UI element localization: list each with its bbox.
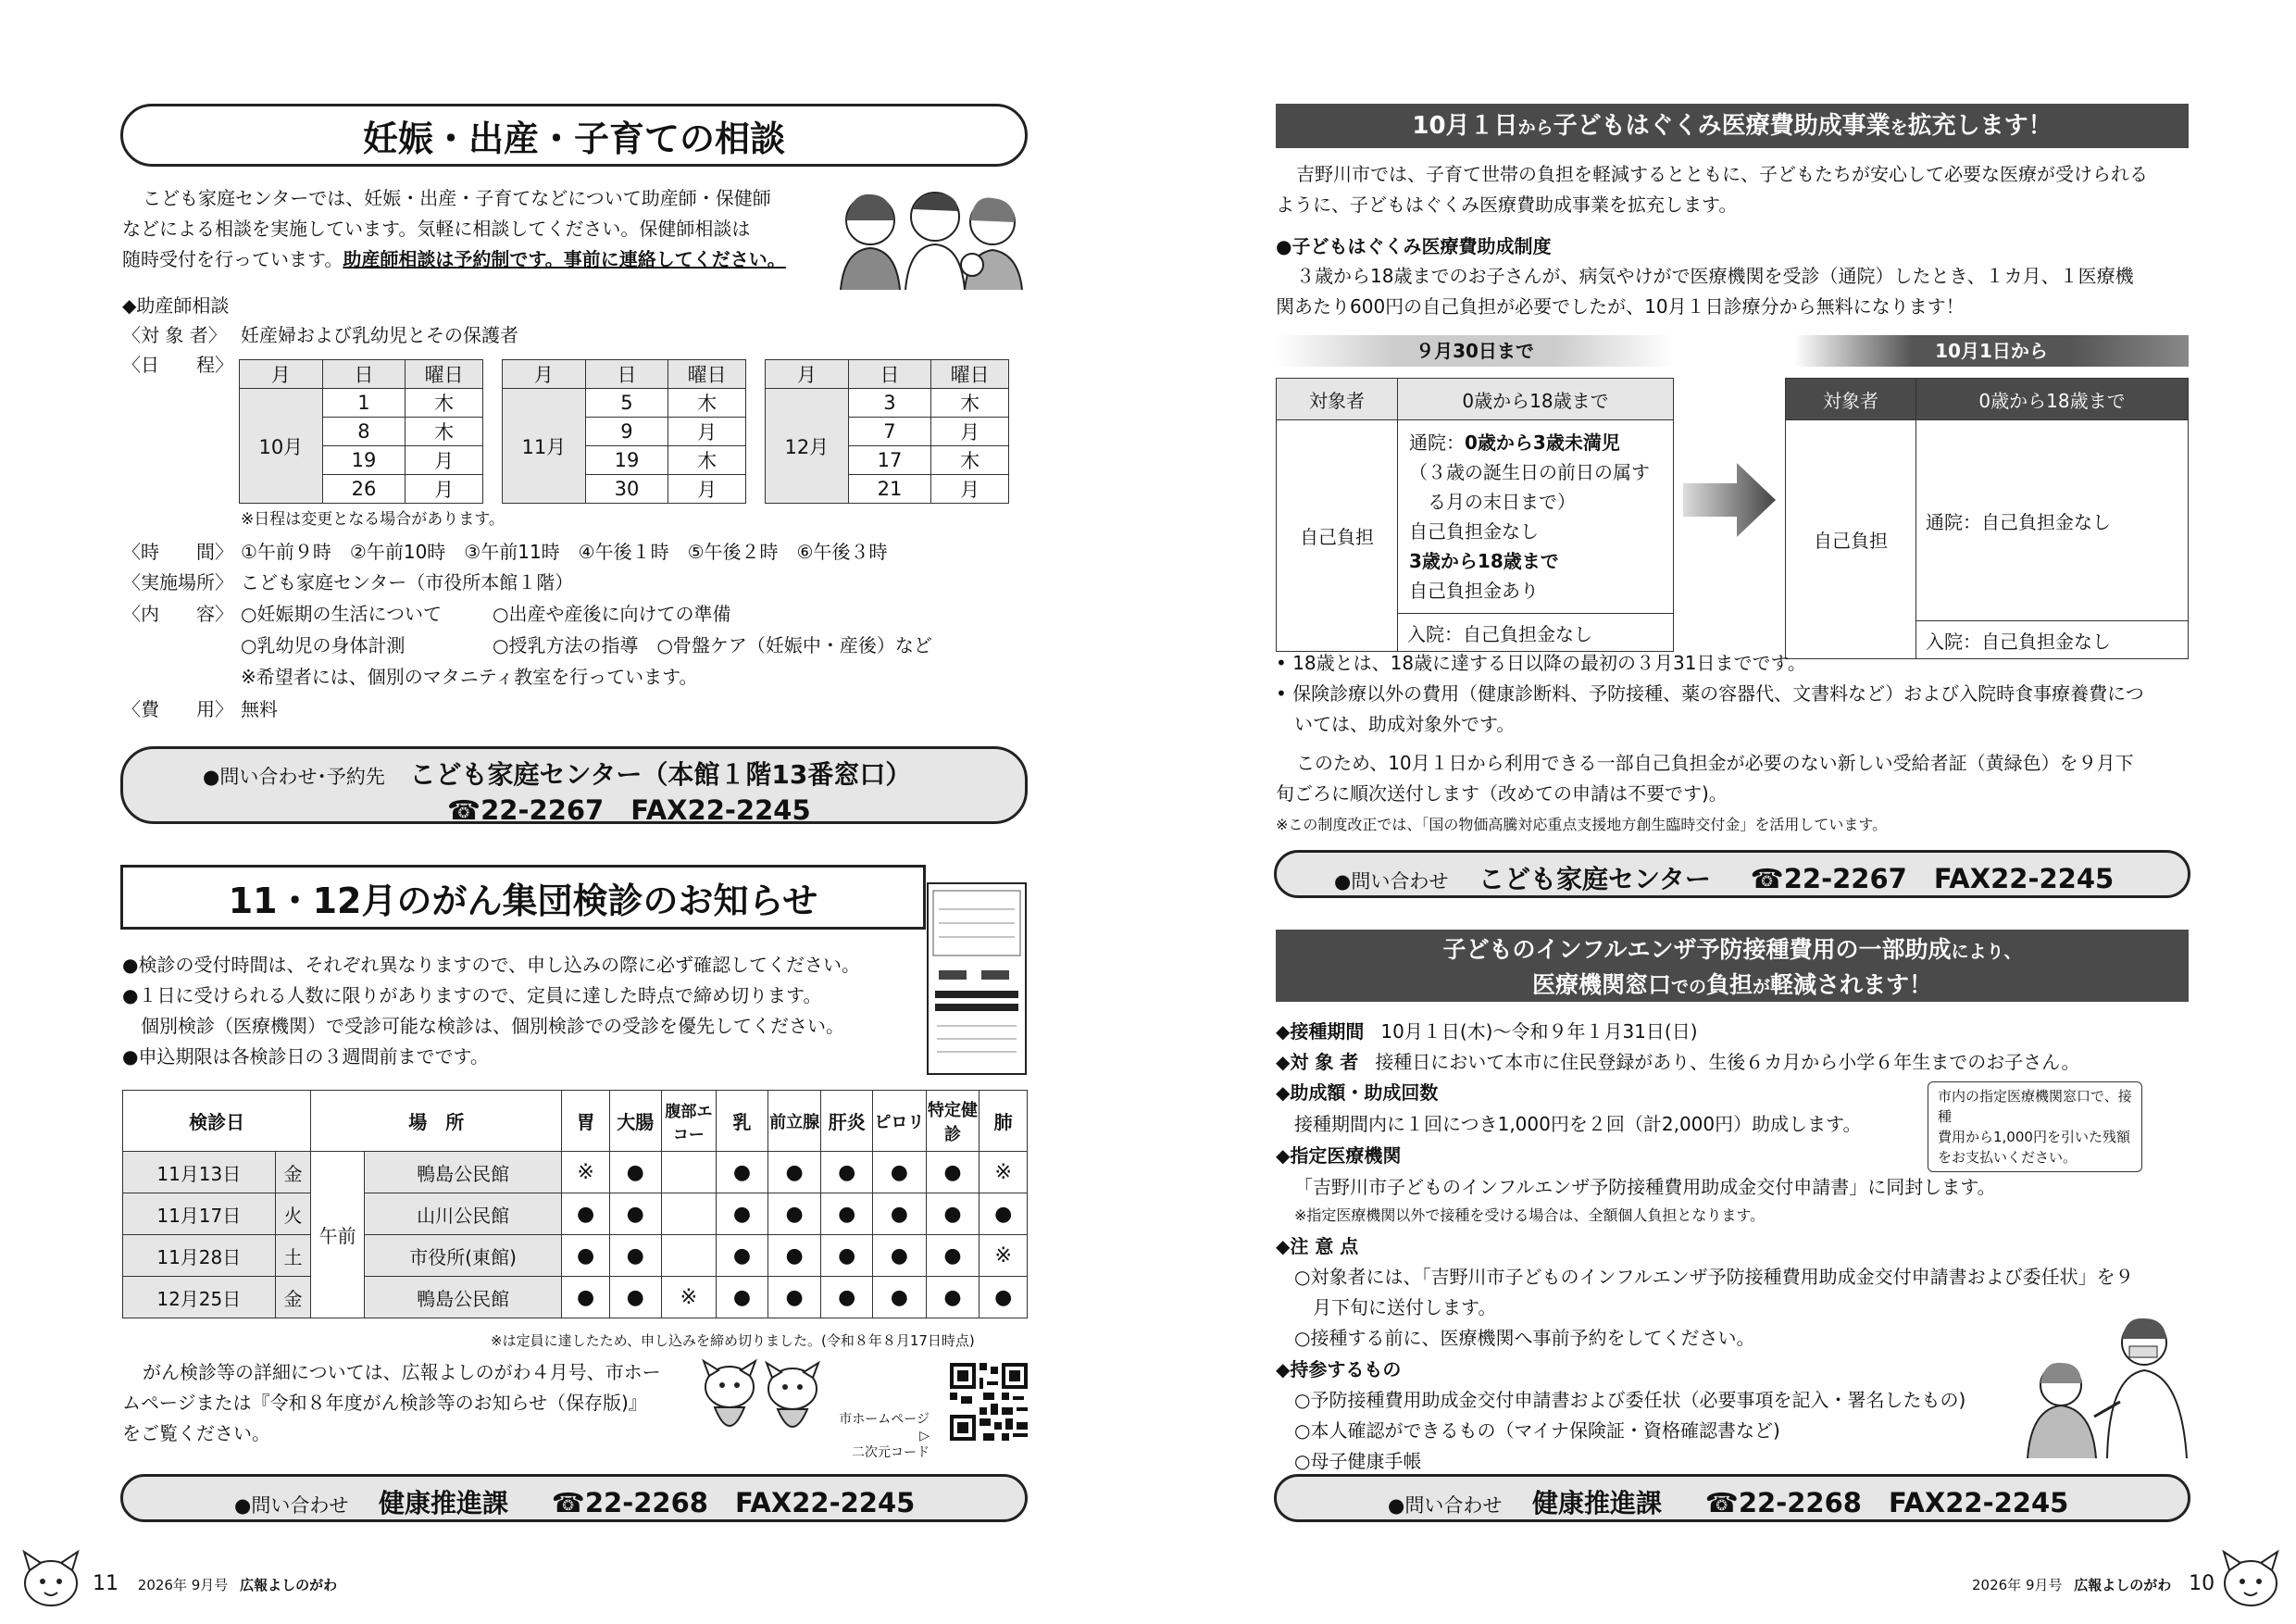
fee-row: 〈費 用〉 無料: [122, 698, 278, 720]
table-row: 11月17日 火 山川公民館 ● ● ● ● ● ● ● ●: [123, 1193, 1028, 1235]
family-illustration: [833, 183, 1028, 290]
flu-contact-tel: ☎22-2268 FAX22-2245: [1704, 1487, 2069, 1518]
medical-section: ●子どもはぐくみ医療費助成制度: [1276, 235, 1552, 257]
flu-contact-lead: ●問い合わせ: [1388, 1494, 1503, 1517]
flu-clinic: 「吉野川市子どものインフルエンザ予防接種費用助成金交付申請書」に同封します。: [1294, 1176, 1996, 1198]
schedule-table-1: 月 日 曜日 10月 1 木 8 木 19 月 26 月: [239, 359, 483, 504]
flu-bring-label: ◆持参するもの: [1276, 1358, 1402, 1380]
flu-target: ◆対 象 者 接種日において本市に住民登録があり、生後６カ月から小学６年生までのお子さん。: [1276, 1051, 2080, 1073]
medical-contact-box: [1274, 850, 2190, 898]
medical-title-bar: 10月１日から子どもはぐくみ医療費助成事業を拡充します！: [1276, 104, 2189, 148]
table-row: 11月13日 金 午前 鴨島公民館 ※ ● ● ● ● ● ● ※: [123, 1152, 1028, 1193]
flu-amount: 接種期間内に１回につき1,000円を２回（計2,000円）助成します。: [1294, 1113, 1862, 1135]
schedule-day: 19: [585, 446, 668, 475]
flu-clinic-label: ◆指定医療機関: [1276, 1144, 1402, 1167]
consult-contact-tel: ☎22-2267 FAX22-2245: [447, 794, 811, 826]
schedule-day: 7: [848, 418, 931, 446]
schedule-dow: 月: [668, 475, 746, 504]
schedule-day: 30: [585, 475, 668, 504]
cancer-contact-box: [120, 1474, 1028, 1522]
schedule-dow: 木: [668, 446, 746, 475]
vaccination-illustration: [2005, 1305, 2190, 1458]
table-row: 12月25日 金 鴨島公民館 ● ● ※ ● ● ● ● ● ●: [123, 1277, 1028, 1318]
medical-contact-tel: ☎22-2267 FAX22-2245: [1750, 863, 2115, 894]
qr-code[interactable]: [950, 1363, 1028, 1441]
cancer-title-box: [120, 865, 926, 930]
flu-contact-name: 健康推進課: [1532, 1488, 1663, 1518]
consult-contact-box: [120, 746, 1028, 824]
schedule-day: 5: [585, 389, 668, 418]
leaflet-illustration: [926, 881, 1028, 1076]
schedule-day: 21: [848, 475, 931, 504]
schedule-day: 9: [585, 418, 668, 446]
before-table: 対象者 0歳から18歳まで 自己負担 通院：0歳から3歳未満児 （３歳の誕生日の前日の属す る月の末日まで） 自己負担金なし 3歳から18歳まで 自己負担金あり 入院：自己負担金なし: [1276, 378, 1674, 652]
content-note: ※希望者には、個別のマタニティ教室を行っています。: [241, 666, 698, 688]
schedule-table-2: 月 日 曜日 11月 5 木 9 月 19 木 30 月: [502, 359, 746, 504]
schedule-day: 17: [848, 446, 931, 475]
schedule-day: 26: [322, 475, 406, 504]
before-label: ９月30日まで: [1276, 335, 1674, 367]
cancer-title: 11・12月のがん集団検診のお知らせ: [228, 880, 818, 921]
schedule-dow: 月: [668, 418, 746, 446]
schedule-month: 11月: [503, 389, 586, 504]
table-row: 11月28日 土 市役所(東館) ● ● ● ● ● ● ● ※: [123, 1235, 1028, 1277]
schedule-month: 10月: [240, 389, 323, 504]
schedule-dow: 木: [668, 389, 746, 418]
flu-clinic-note: ※指定医療機関以外で接種を受ける場合は、全額個人負担となります。: [1294, 1206, 1766, 1224]
cancer-contact-tel: ☎22-2268 FAX22-2245: [551, 1487, 916, 1518]
medical-intro: 吉野川市では、子育て世帯の負担を軽減するとともに、子どもたちが安心して必要な医療が受けられる ように、子どもはぐくみ医療費助成事業を拡充します。: [1276, 163, 2148, 216]
medical-closing: このため、10月１日から利用できる一部自己負担金が必要のない新しい受給者証（黄緑色）を９月下 旬ごろに順次送付します（改めての申請は不要です)。: [1276, 752, 2134, 805]
schedule-dow: 木: [931, 446, 1009, 475]
schedule-day: 8: [322, 418, 406, 446]
cancer-contact-name: 健康推進課: [379, 1488, 509, 1518]
after-label: 10月1日から: [1794, 335, 2189, 367]
footer-mascot-left: [19, 1548, 83, 1607]
medical-closing-note: ※この制度改正では、「国の物価高騰対応重点支援地方創生臨時交付金」を活用しています。: [1276, 816, 1888, 833]
schedule-table-3: 月 日 曜日 12月 3 木 7 月 17 木 21 月: [765, 359, 1009, 504]
schedule-month: 12月: [766, 389, 849, 504]
after-table: 対象者 0歳から18歳まで 自己負担 通院：自己負担金なし 入院：自己負担金なし: [1785, 378, 2189, 659]
flu-caution-label: ◆注 意 点: [1276, 1235, 1359, 1257]
midwife-section: ◆助産師相談: [122, 294, 230, 317]
flu-caution: ○対象者には、「吉野川市子どものインフルエンザ予防接種費用助成金交付申請書および委任状」を９ 月下旬に送付します。 ○接種する前に、医療機関へ事前予約をしてください。: [1294, 1266, 2134, 1349]
cancer-bullets: ●検診の受付時間は、それぞれ異なりますので、申し込みの際に必ず確認してください。 ●１日に受けられる人数に限りがありますので、定員に達した時点で締め切ります。 個別検診（医療機関）で受診可能な検診は、個別検診での受診を優先してください。 ●申込期限は各検診日の３週間前までです。: [122, 954, 861, 1068]
flu-amount-note: 市内の指定医療機関窓口で、接種 費用から1,000円を引いた残額 をお支払いください。: [1928, 1081, 2142, 1172]
cancer-details: がん検診等の詳細については、広報よしのがわ４月号、市ホー ムページまたは『令和８年度がん検診等のお知らせ（保存版)』 をご覧ください。: [122, 1361, 661, 1444]
cancer-contact-lead: ●問い合わせ: [234, 1494, 349, 1517]
intro-bold-note: 助産師相談は予約制です。事前に連絡してください。: [343, 248, 786, 270]
arrow-icon: [1683, 463, 1776, 537]
schedule-note: ※日程は変更となる場合があります。: [241, 510, 505, 529]
qr-label: 市ホームページ▷ 二次元コード: [839, 1412, 930, 1460]
cancer-table-note: ※は定員に達したため、申し込みを締め切りました。(令和８年８月17日時点): [491, 1332, 975, 1349]
schedule-dow: 月: [931, 418, 1009, 446]
target-row: 〈対 象 者〉 妊産婦および乳幼児とその保護者: [122, 324, 518, 346]
schedule-dow: 木: [406, 389, 483, 418]
content-row: 〈内 容〉 ○妊娠期の生活について ○出産や産後に向けての準備: [122, 603, 731, 625]
cancer-schedule-table: 検診日 場 所 胃 大腸 腹部エコー 乳 前立腺 肝炎 ピロリ 特定健診 肺 11月13日 金 午前 鴨島公民館 ※ ● ● ● ● ● ● ※ 11月17日 火 山川公民館 ● ● ● ● ● ● ● ● 11月28日 土 市役所(東館) ● ● ● ● ● ● ● ※ 12月25日 金 鴨島公民館 ● ● ※ ● ● ● ● ● ●: [122, 1090, 1028, 1318]
consult-title-box: [120, 104, 1028, 167]
medical-notes: • 18歳とは、18歳に達する日以降の最初の３月31日までです。 • 保険診療以外の費用（健康診断料、予防接種、薬の容器代、文書料など）および入院時食事療養費につ いては、助成対象外です。: [1276, 652, 2144, 735]
place-row: 〈実施場所〉 こども家庭センター（市役所本館１階）: [122, 571, 574, 593]
footer-right: 2026年 9月号 広報よしのがわ 10: [1972, 1572, 2215, 1595]
consult-intro: こども家庭センターでは、妊娠・出産・子育てなどについて助産師・保健師 などによる相談を実施しています。気軽に相談してください。保健師相談は 随時受付を行っています。助産師相談は予約制です。事前に連絡してください。: [122, 187, 786, 270]
consult-contact-name: こども家庭センター（本館１階13番窓口）: [409, 759, 912, 790]
schedule-dow: 木: [406, 418, 483, 446]
flu-contact-box: [1274, 1474, 2190, 1522]
flu-amount-label: ◆助成額・助成回数: [1276, 1081, 1439, 1104]
medical-section-text: ３歳から18歳までのお子さんが、病気やけがで医療機関を受診（通院）したとき、１カ月、１医療機 関あたり600円の自己負担が必要でしたが、10月１日診療分から無料になります！: [1276, 265, 2134, 318]
schedule-dow: 月: [406, 475, 483, 504]
schedule-day: 1: [322, 389, 406, 418]
content-row-2: ○乳幼児の身体計測 ○授乳方法の指導 ○骨盤ケア（妊娠中・産後）など: [241, 634, 932, 656]
schedule-dow: 月: [931, 475, 1009, 504]
mascot-illustration: [693, 1359, 831, 1444]
flu-title-bar: 子どものインフルエンザ予防接種費用の一部助成により、 医療機関窓口での負担が軽減されます！: [1276, 930, 2189, 1002]
footer-mascot-right: [2218, 1548, 2283, 1607]
medical-contact-name: こども家庭センター: [1479, 864, 1711, 894]
schedule-day: 3: [848, 389, 931, 418]
schedule-day: 19: [322, 446, 406, 475]
medical-contact-lead: ●問い合わせ: [1334, 870, 1449, 893]
flu-bring: ○予防接種費用助成金交付申請書および委任状（必要事項を記入・署名したもの) ○本人確認ができるもの（マイナ保険証・資格確認書など) ○母子健康手帳: [1294, 1389, 1966, 1472]
consult-contact-lead: ●問い合わせ･予約先: [203, 766, 385, 788]
schedule-label: 〈日 程〉: [122, 354, 233, 376]
flu-period: ◆接種期間 10月１日(木)～令和９年１月31日(日): [1276, 1020, 1698, 1043]
footer-left: 11 2026年 9月号 広報よしのがわ: [93, 1572, 338, 1595]
consult-title: 妊娠・出産・子育ての相談: [362, 118, 785, 159]
schedule-dow: 木: [931, 389, 1009, 418]
time-row: 〈時 間〉 ①午前９時 ②午前10時 ③午前11時 ④午後１時 ⑤午後２時 ⑥午後３時: [122, 541, 888, 563]
schedule-dow: 月: [406, 446, 483, 475]
